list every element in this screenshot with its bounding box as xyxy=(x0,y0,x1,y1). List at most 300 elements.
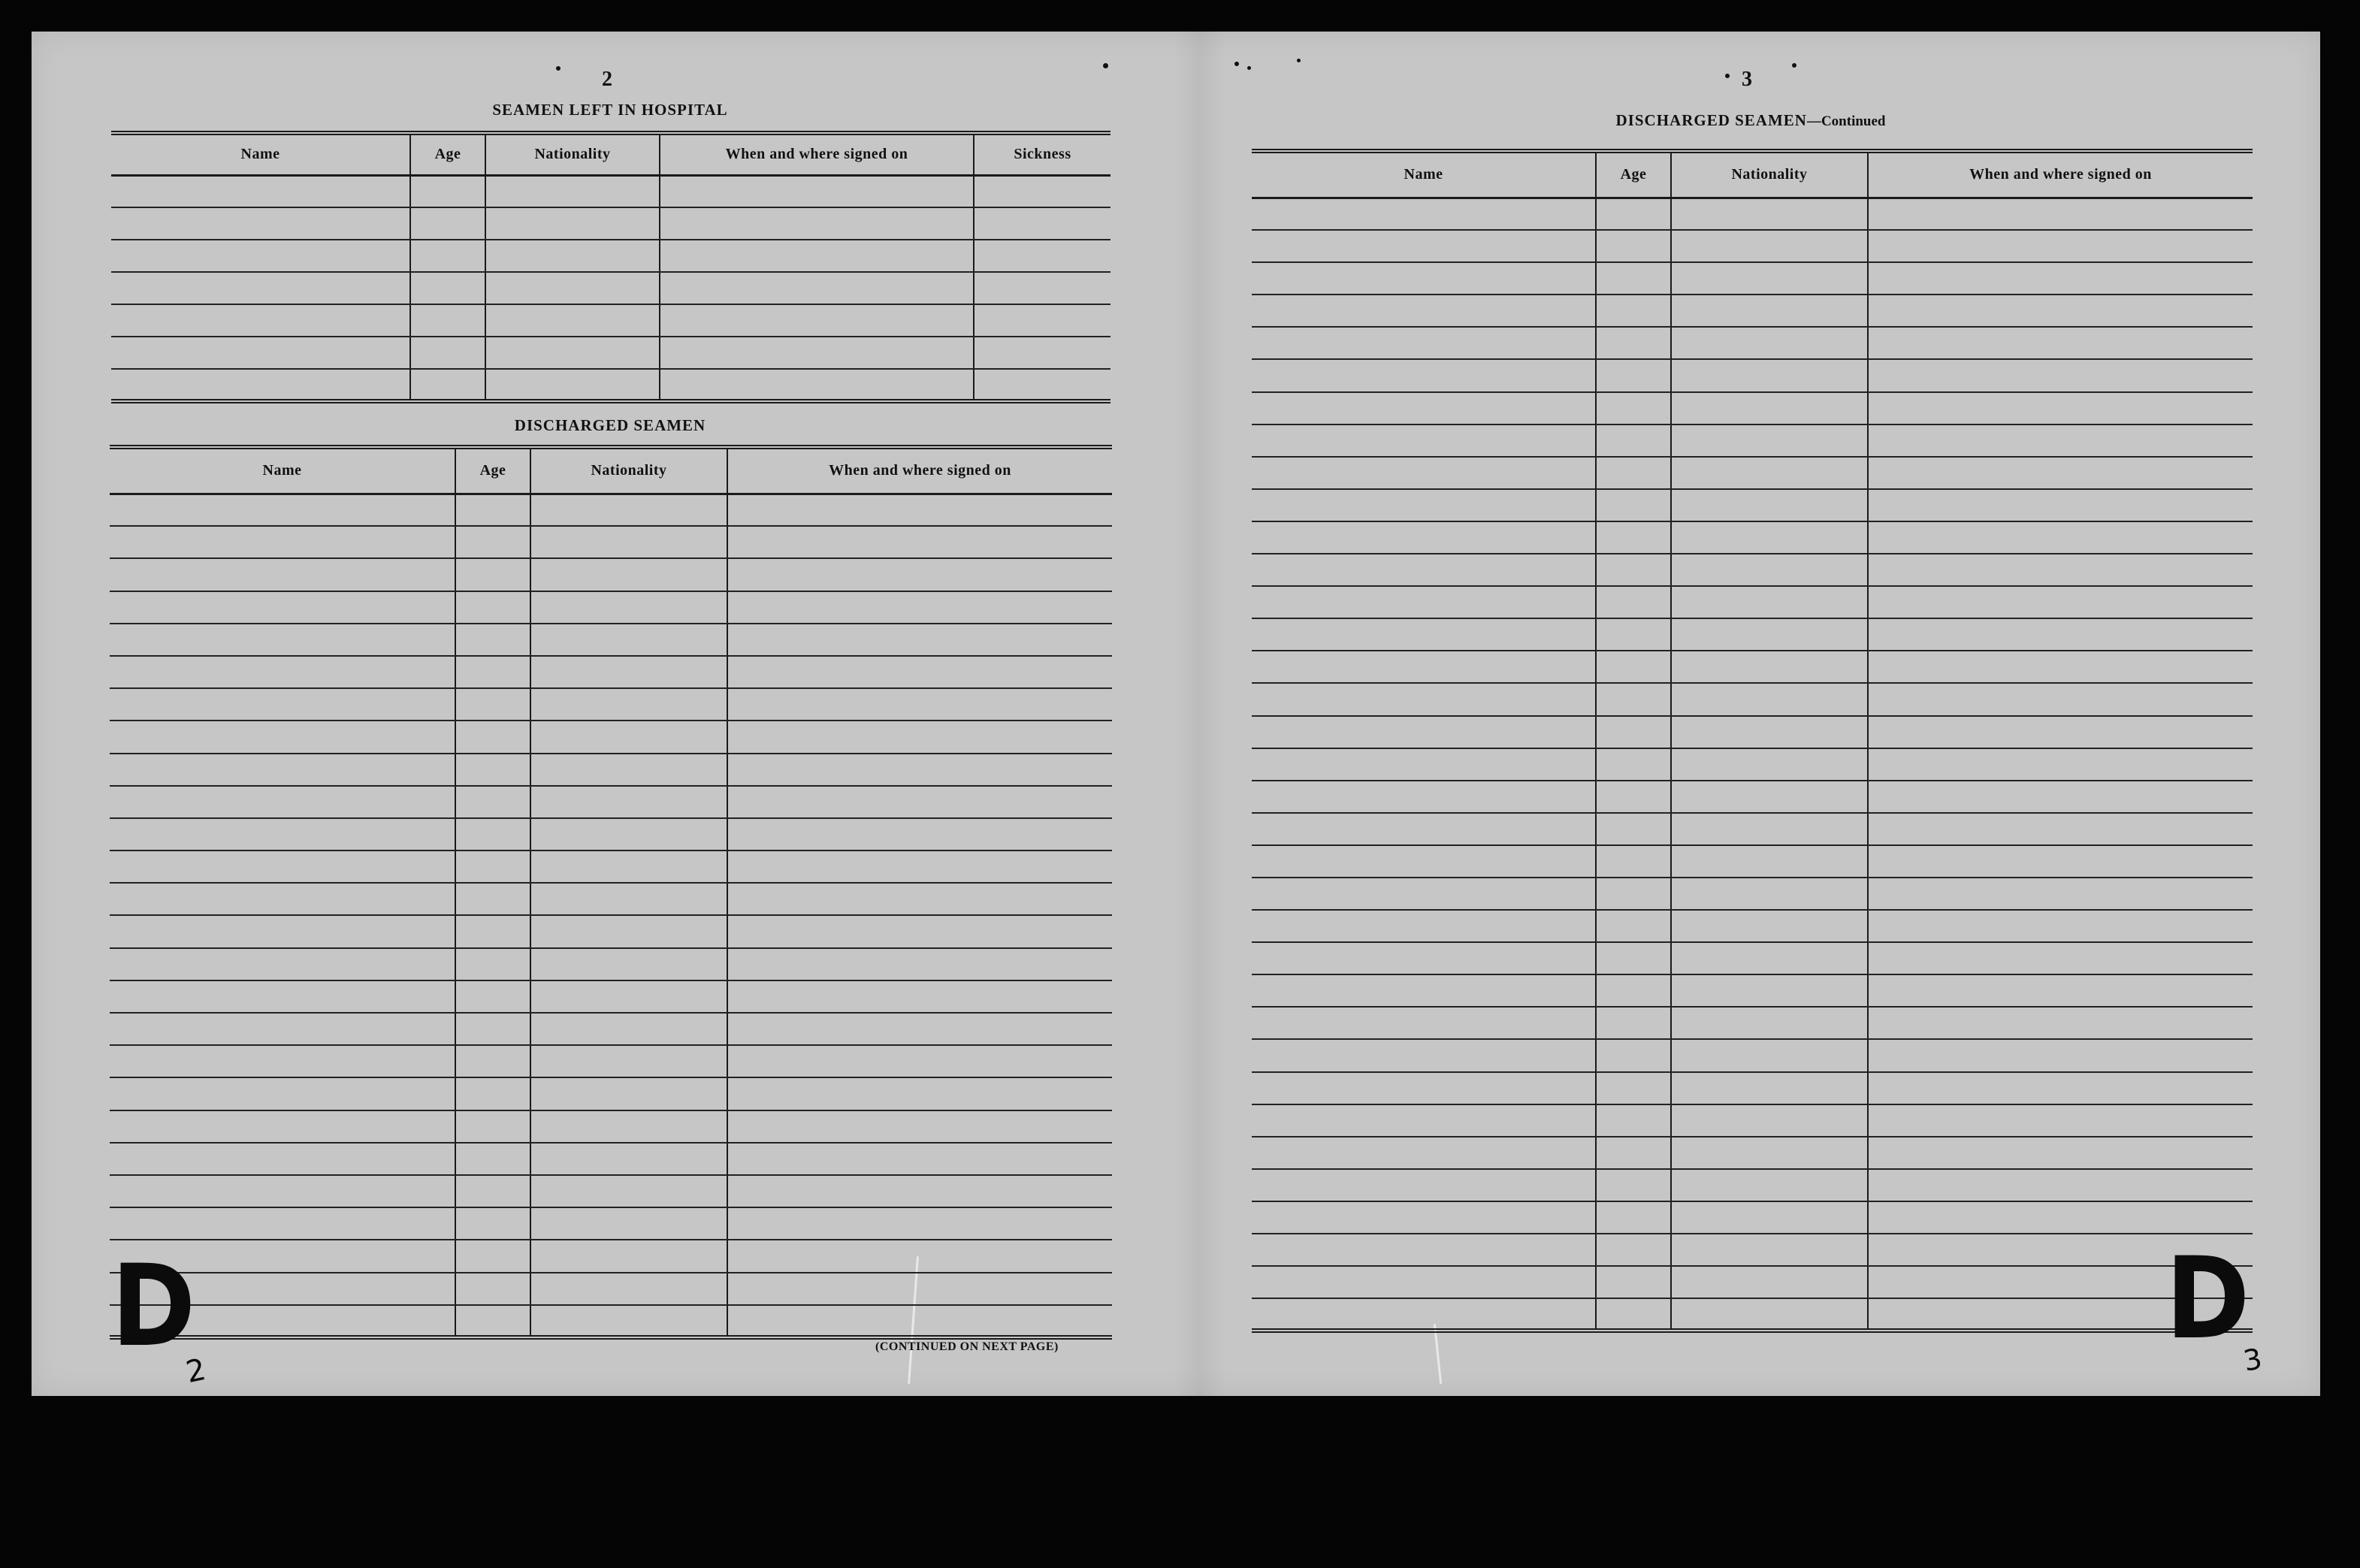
table-cell xyxy=(1596,618,1671,651)
table-cell xyxy=(410,175,485,207)
table-cell xyxy=(1252,910,1596,942)
table-row xyxy=(1252,651,2253,683)
table-cell xyxy=(1868,813,2253,845)
column-header-name: Name xyxy=(111,133,410,175)
paper-mark xyxy=(1792,63,1796,68)
table-cell xyxy=(530,1045,727,1077)
table-cell xyxy=(530,526,727,558)
table-cell xyxy=(1252,942,1596,974)
table-cell xyxy=(455,558,530,591)
column-header-signed-on: When and where signed on xyxy=(727,447,1112,494)
table-cell xyxy=(110,688,455,721)
table-cell xyxy=(1671,813,1868,845)
table-cell xyxy=(1868,1201,2253,1234)
table-cell xyxy=(1671,1201,1868,1234)
table-cell xyxy=(1671,1072,1868,1104)
table-cell xyxy=(1252,295,1596,327)
table-cell xyxy=(455,1077,530,1110)
table-cell xyxy=(660,369,974,401)
table-cell xyxy=(1252,198,1596,230)
table-cell xyxy=(1596,1169,1671,1201)
table-cell xyxy=(1868,974,2253,1007)
table-cell xyxy=(530,1077,727,1110)
table-cell xyxy=(1596,813,1671,845)
table-cell xyxy=(974,304,1110,337)
table-cell xyxy=(974,369,1110,401)
discharged-table xyxy=(110,445,1112,1340)
table-cell xyxy=(1596,327,1671,359)
table-row xyxy=(1252,781,2253,813)
table-cell xyxy=(530,1175,727,1207)
table-row xyxy=(110,494,1112,526)
table-cell xyxy=(1252,1298,1596,1331)
table-cell xyxy=(727,721,1112,753)
table-row xyxy=(111,240,1110,272)
table-cell xyxy=(1671,618,1868,651)
table-row xyxy=(110,786,1112,818)
table-cell xyxy=(110,883,455,915)
table-cell xyxy=(1868,716,2253,748)
table-cell xyxy=(1671,554,1868,586)
table-cell xyxy=(530,494,727,526)
table-row xyxy=(110,1240,1112,1272)
table-row xyxy=(110,558,1112,591)
table-cell xyxy=(1671,457,1868,489)
table-cell xyxy=(1671,262,1868,295)
table-cell xyxy=(1596,1104,1671,1137)
table-cell xyxy=(530,1110,727,1143)
table-cell xyxy=(455,1143,530,1175)
table-cell xyxy=(1252,878,1596,910)
table-row xyxy=(110,688,1112,721)
table-cell xyxy=(1671,1039,1868,1071)
table-cell xyxy=(1596,781,1671,813)
table-cell xyxy=(485,175,660,207)
table-row xyxy=(1252,1266,2253,1298)
table-cell xyxy=(455,850,530,883)
table-cell xyxy=(727,526,1112,558)
table-cell xyxy=(1596,1137,1671,1169)
table-cell xyxy=(1671,295,1868,327)
table-cell xyxy=(974,240,1110,272)
handwritten-number-right: 3 xyxy=(2241,1342,2265,1378)
table-row xyxy=(111,272,1110,304)
table-row xyxy=(1252,198,2253,230)
table-cell xyxy=(1596,424,1671,457)
table-cell xyxy=(1596,198,1671,230)
table-cell xyxy=(530,688,727,721)
table-cell xyxy=(111,369,410,401)
table-cell xyxy=(485,337,660,369)
table-cell xyxy=(1868,295,2253,327)
table-cell xyxy=(727,688,1112,721)
table-cell xyxy=(660,207,974,240)
table-cell xyxy=(455,688,530,721)
table-cell xyxy=(1252,683,1596,715)
continued-note: (CONTINUED ON NEXT PAGE) xyxy=(875,1340,1059,1353)
table-cell xyxy=(1868,748,2253,781)
table-cell xyxy=(110,1207,455,1240)
table-cell xyxy=(455,526,530,558)
table-cell xyxy=(485,369,660,401)
table-row xyxy=(1252,845,2253,878)
table-cell xyxy=(530,1305,727,1337)
table-cell xyxy=(1671,781,1868,813)
column-header-age: Age xyxy=(1596,151,1671,198)
table-cell xyxy=(530,850,727,883)
table-cell xyxy=(530,915,727,947)
table-cell xyxy=(1868,683,2253,715)
table-cell xyxy=(1671,651,1868,683)
table-cell xyxy=(1596,1298,1671,1331)
table-cell xyxy=(1596,942,1671,974)
table-cell xyxy=(1868,262,2253,295)
column-header-signed-on: When and where signed on xyxy=(660,133,974,175)
table-row xyxy=(1252,521,2253,554)
table-cell xyxy=(110,818,455,850)
table-cell xyxy=(1671,974,1868,1007)
table-row xyxy=(1252,1072,2253,1104)
column-header-nationality: Nationality xyxy=(1671,151,1868,198)
table-cell xyxy=(455,591,530,624)
table-row xyxy=(1252,586,2253,618)
table-row xyxy=(1252,683,2253,715)
table-cell xyxy=(1868,327,2253,359)
table-cell xyxy=(727,656,1112,688)
table-cell xyxy=(1596,910,1671,942)
paper-mark xyxy=(1297,59,1301,62)
table-cell xyxy=(727,883,1112,915)
table-row xyxy=(1252,424,2253,457)
table-cell xyxy=(530,786,727,818)
table-cell xyxy=(727,624,1112,656)
table-cell xyxy=(660,272,974,304)
table-cell xyxy=(1252,359,1596,391)
table-cell xyxy=(1671,1234,1868,1266)
table-row xyxy=(110,948,1112,980)
column-header-nationality: Nationality xyxy=(530,447,727,494)
center-fold xyxy=(1174,32,1226,1396)
table-cell xyxy=(455,1273,530,1305)
table-cell xyxy=(727,1175,1112,1207)
table-cell xyxy=(111,304,410,337)
table-cell xyxy=(727,980,1112,1013)
table-cell xyxy=(455,1305,530,1337)
table-cell xyxy=(455,624,530,656)
paper-mark xyxy=(1103,63,1108,68)
section-title-discharged-continued xyxy=(1616,111,1886,130)
table-row xyxy=(1252,942,2253,974)
table-cell xyxy=(727,591,1112,624)
table-cell xyxy=(1671,489,1868,521)
table-cell xyxy=(1252,489,1596,521)
table-cell xyxy=(1868,457,2253,489)
table-cell xyxy=(530,1013,727,1045)
handwritten-letter-left: D xyxy=(111,1241,196,1372)
table-cell xyxy=(1596,748,1671,781)
column-header-sickness: Sickness xyxy=(974,133,1110,175)
table-cell xyxy=(530,980,727,1013)
table-cell xyxy=(727,1240,1112,1272)
table-cell xyxy=(1252,554,1596,586)
table-cell xyxy=(727,1143,1112,1175)
table-cell xyxy=(1596,878,1671,910)
table-cell xyxy=(110,754,455,786)
table-cell xyxy=(455,883,530,915)
table-cell xyxy=(727,1207,1112,1240)
table-cell xyxy=(485,207,660,240)
table-cell xyxy=(1596,1039,1671,1071)
table-cell xyxy=(455,754,530,786)
table-cell xyxy=(1596,521,1671,554)
paper-mark xyxy=(1234,62,1239,66)
table-cell xyxy=(1868,424,2253,457)
table-cell xyxy=(110,624,455,656)
table-row xyxy=(1252,618,2253,651)
table-row xyxy=(110,721,1112,753)
table-cell xyxy=(1671,1169,1868,1201)
table-row xyxy=(1252,295,2253,327)
table-cell xyxy=(1596,1266,1671,1298)
table-cell xyxy=(1868,1137,2253,1169)
table-cell xyxy=(1252,262,1596,295)
table-cell xyxy=(1252,748,1596,781)
table-cell xyxy=(110,948,455,980)
table-cell xyxy=(1868,942,2253,974)
table-cell xyxy=(1868,521,2253,554)
table-cell xyxy=(455,1175,530,1207)
table-row xyxy=(111,207,1110,240)
table-cell xyxy=(110,1077,455,1110)
table-cell xyxy=(1252,651,1596,683)
table-cell xyxy=(1671,716,1868,748)
table-cell xyxy=(1596,651,1671,683)
table-cell xyxy=(660,175,974,207)
table-cell xyxy=(1596,1007,1671,1039)
table-cell xyxy=(1252,586,1596,618)
table-cell xyxy=(1671,198,1868,230)
table-cell xyxy=(1252,1072,1596,1104)
table-cell xyxy=(110,1045,455,1077)
table-cell xyxy=(1868,1039,2253,1071)
table-cell xyxy=(1671,942,1868,974)
table-cell xyxy=(110,980,455,1013)
table-cell xyxy=(974,207,1110,240)
table-cell xyxy=(530,818,727,850)
table-cell xyxy=(1671,327,1868,359)
table-cell xyxy=(1868,230,2253,262)
table-cell xyxy=(727,1013,1112,1045)
table-cell xyxy=(455,980,530,1013)
table-cell xyxy=(1671,878,1868,910)
table-cell xyxy=(1252,1169,1596,1201)
table-cell xyxy=(1596,586,1671,618)
table-cell xyxy=(455,1207,530,1240)
table-row xyxy=(110,850,1112,883)
discharged-continued-rows xyxy=(1252,198,2253,1331)
table-cell xyxy=(410,207,485,240)
table-row xyxy=(110,915,1112,947)
table-cell xyxy=(727,494,1112,526)
table-cell xyxy=(1868,1072,2253,1104)
table-cell xyxy=(485,272,660,304)
table-cell xyxy=(110,558,455,591)
table-row xyxy=(110,624,1112,656)
table-cell xyxy=(530,558,727,591)
table-row xyxy=(110,1143,1112,1175)
table-cell xyxy=(485,304,660,337)
table-cell xyxy=(530,948,727,980)
hospital-table xyxy=(111,131,1110,403)
table-cell xyxy=(410,304,485,337)
table-cell xyxy=(1252,845,1596,878)
table-cell xyxy=(1671,230,1868,262)
table-cell xyxy=(530,1143,727,1175)
column-header-name: Name xyxy=(1252,151,1596,198)
table-row xyxy=(1252,1039,2253,1071)
table-cell xyxy=(530,754,727,786)
table-cell xyxy=(110,494,455,526)
column-header-age: Age xyxy=(410,133,485,175)
table-row xyxy=(1252,392,2253,424)
table-cell xyxy=(1596,554,1671,586)
table-row xyxy=(110,1207,1112,1240)
table-row xyxy=(111,304,1110,337)
table-cell xyxy=(110,915,455,947)
table-cell xyxy=(455,721,530,753)
table-cell xyxy=(530,656,727,688)
table-cell xyxy=(974,337,1110,369)
table-cell xyxy=(1671,1266,1868,1298)
section-title-hospital: SEAMEN LEFT IN HOSPITAL xyxy=(492,101,728,119)
table-cell xyxy=(1868,781,2253,813)
table-cell xyxy=(1671,1137,1868,1169)
table-cell xyxy=(1868,910,2253,942)
table-row xyxy=(1252,813,2253,845)
table-cell xyxy=(974,175,1110,207)
table-cell xyxy=(727,1305,1112,1337)
table-cell xyxy=(1868,618,2253,651)
table-cell xyxy=(660,304,974,337)
table-row xyxy=(1252,359,2253,391)
table-cell xyxy=(727,786,1112,818)
table-cell xyxy=(455,1240,530,1272)
table-cell xyxy=(530,883,727,915)
table-row xyxy=(110,1110,1112,1143)
table-row xyxy=(110,1175,1112,1207)
table-cell xyxy=(1596,683,1671,715)
table-cell xyxy=(1252,1039,1596,1071)
table-row xyxy=(110,591,1112,624)
table-cell xyxy=(1252,974,1596,1007)
table-cell xyxy=(111,175,410,207)
table-row xyxy=(110,656,1112,688)
table-cell xyxy=(455,948,530,980)
table-row xyxy=(1252,1298,2253,1331)
table-cell xyxy=(660,337,974,369)
table-cell xyxy=(1671,586,1868,618)
table-cell xyxy=(485,240,660,272)
table-row xyxy=(1252,1169,2253,1201)
table-cell xyxy=(727,1045,1112,1077)
table-cell xyxy=(1868,1007,2253,1039)
table-cell xyxy=(1252,716,1596,748)
column-header-nationality: Nationality xyxy=(485,133,660,175)
table-cell xyxy=(727,754,1112,786)
table-cell xyxy=(1596,1072,1671,1104)
table-cell xyxy=(660,240,974,272)
table-cell xyxy=(1671,1298,1868,1331)
table-row xyxy=(110,1013,1112,1045)
table-cell xyxy=(1596,489,1671,521)
table-cell xyxy=(1252,1234,1596,1266)
table-cell xyxy=(530,1207,727,1240)
table-row xyxy=(1252,1007,2253,1039)
table-cell xyxy=(1596,1201,1671,1234)
table-cell xyxy=(455,494,530,526)
table-cell xyxy=(1868,392,2253,424)
table-cell xyxy=(111,272,410,304)
table-cell xyxy=(1252,1137,1596,1169)
table-cell xyxy=(1868,489,2253,521)
table-cell xyxy=(410,272,485,304)
table-cell xyxy=(1596,974,1671,1007)
table-cell xyxy=(974,272,1110,304)
table-cell xyxy=(1596,392,1671,424)
table-cell xyxy=(1596,457,1671,489)
table-cell xyxy=(1252,781,1596,813)
table-cell xyxy=(1868,198,2253,230)
table-row xyxy=(1252,457,2253,489)
table-cell xyxy=(1868,878,2253,910)
table-cell xyxy=(1596,716,1671,748)
table-cell xyxy=(1671,521,1868,554)
table-row xyxy=(1252,230,2253,262)
table-cell xyxy=(727,558,1112,591)
section-title-text: DISCHARGED SEAMEN xyxy=(1615,111,1807,129)
table-row xyxy=(110,1305,1112,1337)
column-header-age: Age xyxy=(455,447,530,494)
table-cell xyxy=(1868,554,2253,586)
table-cell xyxy=(1868,845,2253,878)
paper-mark xyxy=(1725,74,1730,78)
table-cell xyxy=(1252,230,1596,262)
section-title-discharged: DISCHARGED SEAMEN xyxy=(514,416,706,434)
table-cell xyxy=(1252,327,1596,359)
table-row xyxy=(1252,716,2253,748)
table-cell xyxy=(1671,424,1868,457)
table-cell xyxy=(727,1077,1112,1110)
table-cell xyxy=(110,1013,455,1045)
table-cell xyxy=(530,721,727,753)
table-cell xyxy=(530,1240,727,1272)
table-cell xyxy=(455,786,530,818)
table-cell xyxy=(111,337,410,369)
table-cell xyxy=(455,1013,530,1045)
table-row xyxy=(110,1273,1112,1305)
table-cell xyxy=(1596,845,1671,878)
table-cell xyxy=(1252,813,1596,845)
table-cell xyxy=(1671,1104,1868,1137)
table-cell xyxy=(410,369,485,401)
table-cell xyxy=(1252,1007,1596,1039)
table-row xyxy=(111,337,1110,369)
table-cell xyxy=(455,1045,530,1077)
table-cell xyxy=(1671,1007,1868,1039)
table-row xyxy=(1252,327,2253,359)
table-row xyxy=(110,1077,1112,1110)
table-row xyxy=(1252,1201,2253,1234)
